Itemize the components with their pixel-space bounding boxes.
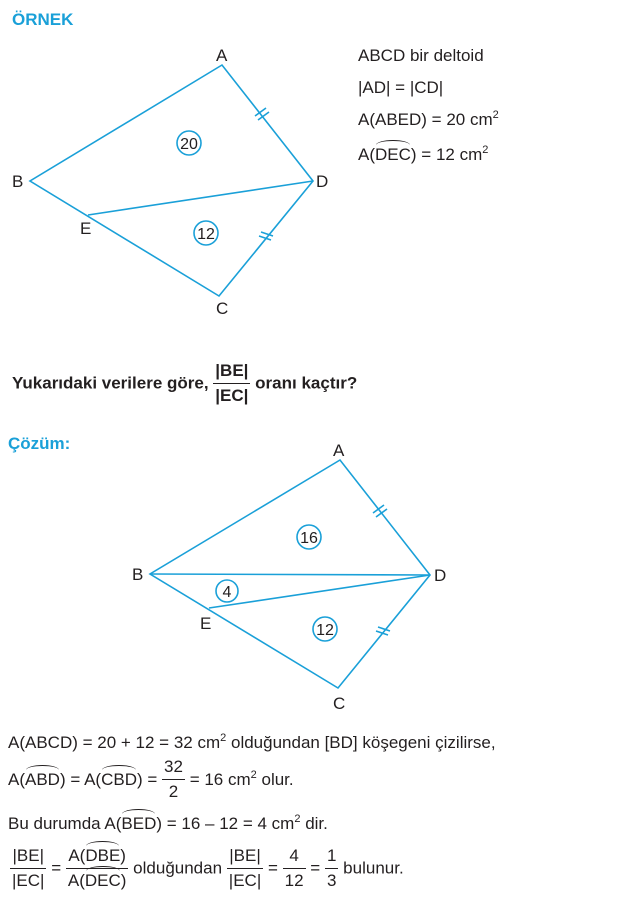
given-line-4: A(DEC) = 12 $cm^2$ [358, 144, 489, 164]
segment-ed [88, 181, 313, 215]
solution-line-1: A(ABCD) = 20 + 12 = 32 $cm^2$ olduğundan [BD] köşegeni çizilirse, [8, 732, 496, 752]
label-d: D [316, 172, 329, 191]
tick-dc-solution [376, 627, 390, 635]
solution-line-3: Bu durumda A(BED) = 16 – 12 = 4 $cm^2$ dir. [8, 813, 328, 833]
solution-line-2: A(ABD) = A(CBD) = $\frac{32}{2}$ = 16 $cm^2$ olur. [8, 757, 294, 801]
area-dec-value: 12 [316, 622, 334, 639]
given-line-2: |AD| = |CD| [358, 78, 444, 97]
area-bed-value: 4 [222, 584, 232, 601]
solution-heading: Çözüm: [8, 434, 71, 453]
diagonal-bd [150, 574, 430, 575]
label-a-solution: A [333, 441, 345, 460]
label-d-solution: D [434, 566, 447, 585]
area-top-value: 20 [180, 136, 198, 153]
label-b: B [12, 172, 24, 191]
ratio-4-12: $\frac{4}{12}$ [284, 846, 304, 890]
ratio-be-ec-2: $\frac{|BE|}{|EC|}$ [228, 846, 262, 890]
example-heading: ÖRNEK [12, 10, 74, 29]
ratio-1-3: $\frac{1}{3}$ [326, 846, 337, 890]
solution-final: $\frac{|BE|}{|EC|}$ = $\frac{\text{A(DBE)}}{\text{A(DEC)}}$ olduğundan $\frac{|BE|}{|EC|}$ = $\frac{4}{12}$ = $\frac{1}{3}$ bulunur. [12, 846, 404, 890]
ratio-areas: $\frac{\text{A(DBE)}}{\text{A(DEC)}}$ [67, 846, 127, 890]
label-b-solution: B [132, 565, 144, 584]
area-abd-value: 16 [300, 530, 318, 547]
ratio-be-ec: $\frac{|BE|}{|EC|}$ [12, 846, 45, 890]
label-c-solution: C [333, 694, 346, 713]
given-line-1: ABCD bir deltoid [358, 46, 484, 65]
given-line-3: A(ABED) = 20 $cm^2$ [358, 109, 499, 129]
label-e: E [80, 219, 92, 238]
label-a: A [216, 46, 228, 65]
example-figure [0, 0, 360, 330]
solution-figure [0, 430, 470, 720]
area-bottom-value: 12 [197, 226, 215, 243]
segment-ed-solution [209, 575, 430, 608]
question: Yukarıdaki verilere göre, $\frac{|BE|}{|EC|}$ oranı kaçtır? [12, 361, 358, 405]
label-e-solution: E [200, 614, 212, 633]
label-c: C [216, 299, 229, 318]
deltoid-abcd [30, 65, 313, 296]
